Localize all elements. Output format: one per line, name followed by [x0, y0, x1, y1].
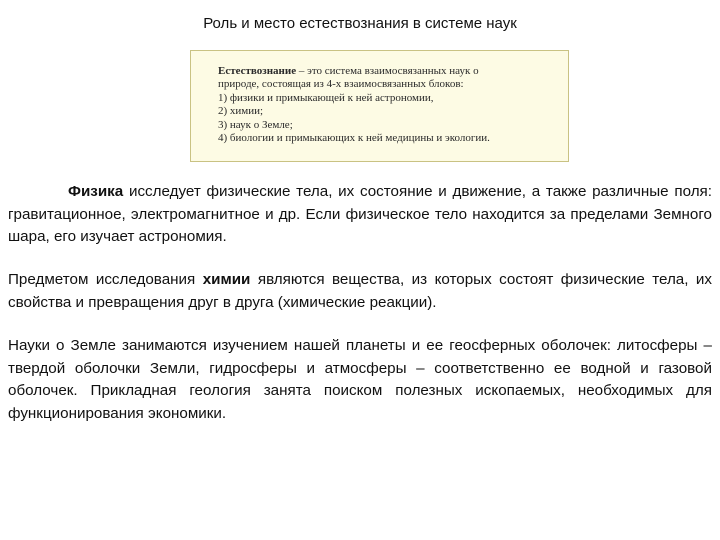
earth-sciences-paragraph: Науки о Земле занимаются изучением нашей планеты и ее геосферных оболочек: литосферы – твердой оболочки Земли, гидросферы и атмосферы – соответственно ее водной и газовой оболочек. Прикладная геология занята поиском полезных ископаемых, необходимых для функционирования экономики.: [8, 337, 712, 422]
definition-item-chemistry: 2) химии;: [218, 105, 264, 118]
chemistry-paragraph: [8, 269, 712, 314]
physics-term: Физика: [68, 183, 124, 200]
definition-item-physics: 1) физики и примыкающей к ней астрономии,: [218, 91, 434, 104]
definition-line-2: природе, состоящая из 4-х взаимосвязанных блоков:: [218, 78, 464, 91]
definition-box: [190, 50, 569, 162]
chemistry-term: химии: [202, 271, 251, 288]
slide-title: Роль и место естествознания в системе наук: [203, 15, 517, 32]
definition-line-1: [218, 65, 560, 78]
chemistry-text-pre: Предметом исследования: [8, 271, 203, 288]
physics-text: исследует физические тела, их состояние и движение, а также различные поля: гравитационное, электромагнитное и др. Если физическое тело находится за пределами Земного шара, его изучает астрономия.: [8, 183, 712, 245]
chemistry-text-post: являются вещества, из которых состоят физические тела, их свойства и превращения друг в друга (химические реакции).: [8, 271, 712, 311]
definition-line-1-rest: – это система взаимосвязанных наук о: [296, 65, 479, 77]
definition-item-biology: 4) биологии и примыкающих к ней медицины и экологии.: [218, 132, 490, 145]
definition-term: Естествознание: [218, 65, 297, 77]
physics-paragraph: [8, 181, 712, 249]
definition-item-earth-sciences: 3) наук о Земле;: [218, 118, 293, 131]
